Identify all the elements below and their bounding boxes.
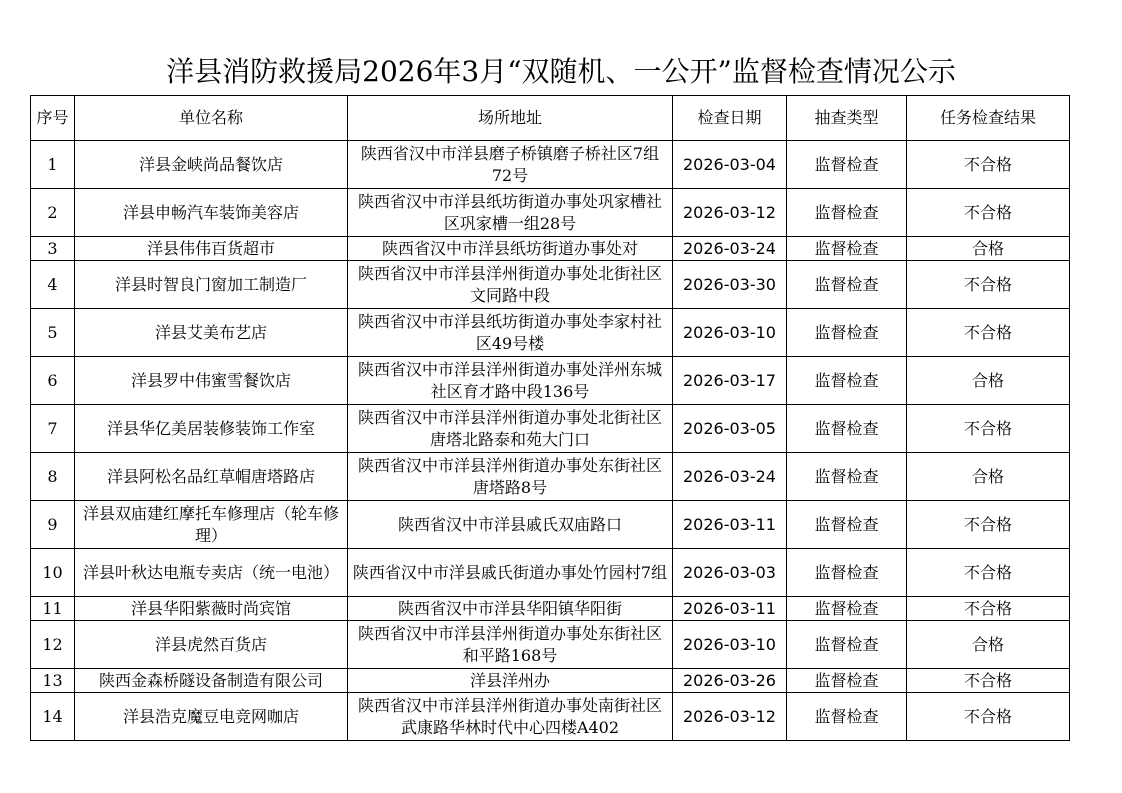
table-row xyxy=(31,237,1070,261)
cell-date: 2026-03-12 xyxy=(673,693,787,741)
header-date: 检查日期 xyxy=(673,96,787,141)
cell-name: 洋县双庙建红摩托车修理店（轮车修理） xyxy=(75,501,348,549)
cell-type: 监督检查 xyxy=(787,453,907,501)
header-type: 抽查类型 xyxy=(787,96,907,141)
cell-result: 不合格 xyxy=(907,549,1070,597)
header-address: 场所地址 xyxy=(348,96,673,141)
cell-address: 陕西省汉中市洋县洋州街道办事处东街社区和平路168号 xyxy=(348,621,673,669)
cell-no: 6 xyxy=(31,357,75,405)
cell-date: 2026-03-17 xyxy=(673,357,787,405)
cell-result: 不合格 xyxy=(907,189,1070,237)
cell-result: 不合格 xyxy=(907,141,1070,189)
cell-address: 陕西省汉中市洋县纸坊街道办事处巩家槽社区巩家槽一组28号 xyxy=(348,189,673,237)
cell-name: 洋县罗中伟蜜雪餐饮店 xyxy=(75,357,348,405)
cell-no: 11 xyxy=(31,597,75,621)
cell-address: 陕西省汉中市洋县戚氏街道办事处竹园村7组 xyxy=(348,549,673,597)
cell-address: 陕西省汉中市洋县洋州街道办事处洋州东城社区育才路中段136号 xyxy=(348,357,673,405)
cell-no: 4 xyxy=(31,261,75,309)
cell-type: 监督检查 xyxy=(787,189,907,237)
table-row xyxy=(31,621,1070,669)
cell-no: 14 xyxy=(31,693,75,741)
cell-address: 陕西省汉中市洋县纸坊街道办事处对 xyxy=(348,237,673,261)
cell-name: 洋县叶秋达电瓶专卖店（统一电池） xyxy=(75,549,348,597)
cell-name: 洋县艾美布艺店 xyxy=(75,309,348,357)
cell-date: 2026-03-05 xyxy=(673,405,787,453)
table-row xyxy=(31,549,1070,597)
cell-date: 2026-03-11 xyxy=(673,501,787,549)
cell-result: 合格 xyxy=(907,237,1070,261)
cell-result: 合格 xyxy=(907,453,1070,501)
cell-type: 监督检查 xyxy=(787,357,907,405)
cell-no: 7 xyxy=(31,405,75,453)
cell-result: 合格 xyxy=(907,621,1070,669)
table-row xyxy=(31,501,1070,549)
inspection-table xyxy=(30,95,1070,741)
cell-address: 陕西省汉中市洋县戚氏双庙路口 xyxy=(348,501,673,549)
cell-name: 洋县金峡尚品餐饮店 xyxy=(75,141,348,189)
cell-name: 洋县华阳紫薇时尚宾馆 xyxy=(75,597,348,621)
table-row xyxy=(31,261,1070,309)
table-row xyxy=(31,453,1070,501)
cell-result: 不合格 xyxy=(907,597,1070,621)
cell-name: 洋县阿松名品红草帽唐塔路店 xyxy=(75,453,348,501)
cell-type: 监督检查 xyxy=(787,693,907,741)
header-no: 序号 xyxy=(31,96,75,141)
cell-type: 监督检查 xyxy=(787,141,907,189)
cell-type: 监督检查 xyxy=(787,501,907,549)
page-title: 洋县消防救援局2026年3月“双随机、一公开”监督检查情况公示 xyxy=(166,55,956,88)
header-row xyxy=(31,96,1070,141)
cell-no: 8 xyxy=(31,453,75,501)
table-row xyxy=(31,597,1070,621)
cell-date: 2026-03-26 xyxy=(673,669,787,693)
cell-date: 2026-03-04 xyxy=(673,141,787,189)
table-row xyxy=(31,693,1070,741)
header-result: 任务检查结果 xyxy=(907,96,1070,141)
cell-type: 监督检查 xyxy=(787,405,907,453)
table-row xyxy=(31,405,1070,453)
table-row xyxy=(31,309,1070,357)
cell-name: 洋县浩克魔豆电竞网咖店 xyxy=(75,693,348,741)
cell-date: 2026-03-10 xyxy=(673,621,787,669)
cell-address: 洋县洋州办 xyxy=(348,669,673,693)
cell-result: 不合格 xyxy=(907,405,1070,453)
cell-name: 洋县申畅汽车装饰美容店 xyxy=(75,189,348,237)
cell-result: 不合格 xyxy=(907,501,1070,549)
table-row xyxy=(31,357,1070,405)
cell-no: 1 xyxy=(31,141,75,189)
table-row xyxy=(31,669,1070,693)
cell-name: 洋县华亿美居装修装饰工作室 xyxy=(75,405,348,453)
cell-no: 10 xyxy=(31,549,75,597)
cell-type: 监督检查 xyxy=(787,309,907,357)
cell-date: 2026-03-24 xyxy=(673,453,787,501)
cell-address: 陕西省汉中市洋县磨子桥镇磨子桥社区7组72号 xyxy=(348,141,673,189)
cell-date: 2026-03-10 xyxy=(673,309,787,357)
cell-type: 监督检查 xyxy=(787,597,907,621)
cell-date: 2026-03-03 xyxy=(673,549,787,597)
cell-type: 监督检查 xyxy=(787,261,907,309)
cell-result: 合格 xyxy=(907,357,1070,405)
cell-type: 监督检查 xyxy=(787,237,907,261)
table-row xyxy=(31,189,1070,237)
cell-result: 不合格 xyxy=(907,309,1070,357)
cell-type: 监督检查 xyxy=(787,549,907,597)
cell-date: 2026-03-12 xyxy=(673,189,787,237)
cell-result: 不合格 xyxy=(907,693,1070,741)
cell-no: 9 xyxy=(31,501,75,549)
cell-no: 13 xyxy=(31,669,75,693)
header-name: 单位名称 xyxy=(75,96,348,141)
cell-date: 2026-03-24 xyxy=(673,237,787,261)
cell-result: 不合格 xyxy=(907,261,1070,309)
cell-no: 5 xyxy=(31,309,75,357)
cell-date: 2026-03-11 xyxy=(673,597,787,621)
cell-name: 洋县伟伟百货超市 xyxy=(75,237,348,261)
cell-name: 洋县时智良门窗加工制造厂 xyxy=(75,261,348,309)
cell-no: 3 xyxy=(31,237,75,261)
cell-date: 2026-03-30 xyxy=(673,261,787,309)
cell-no: 12 xyxy=(31,621,75,669)
cell-type: 监督检查 xyxy=(787,621,907,669)
cell-type: 监督检查 xyxy=(787,669,907,693)
cell-address: 陕西省汉中市洋县洋州街道办事处东街社区唐塔路8号 xyxy=(348,453,673,501)
cell-address: 陕西省汉中市洋县洋州街道办事处北街社区文同路中段 xyxy=(348,261,673,309)
cell-address: 陕西省汉中市洋县华阳镇华阳街 xyxy=(348,597,673,621)
cell-name: 陕西金森桥隧设备制造有限公司 xyxy=(75,669,348,693)
cell-no: 2 xyxy=(31,189,75,237)
table-row xyxy=(31,141,1070,189)
cell-address: 陕西省汉中市洋县纸坊街道办事处李家村社区49号楼 xyxy=(348,309,673,357)
cell-result: 不合格 xyxy=(907,669,1070,693)
cell-name: 洋县虎然百货店 xyxy=(75,621,348,669)
cell-address: 陕西省汉中市洋县洋州街道办事处北街社区唐塔北路泰和苑大门口 xyxy=(348,405,673,453)
cell-address: 陕西省汉中市洋县洋州街道办事处南街社区武康路华林时代中心四楼A402 xyxy=(348,693,673,741)
